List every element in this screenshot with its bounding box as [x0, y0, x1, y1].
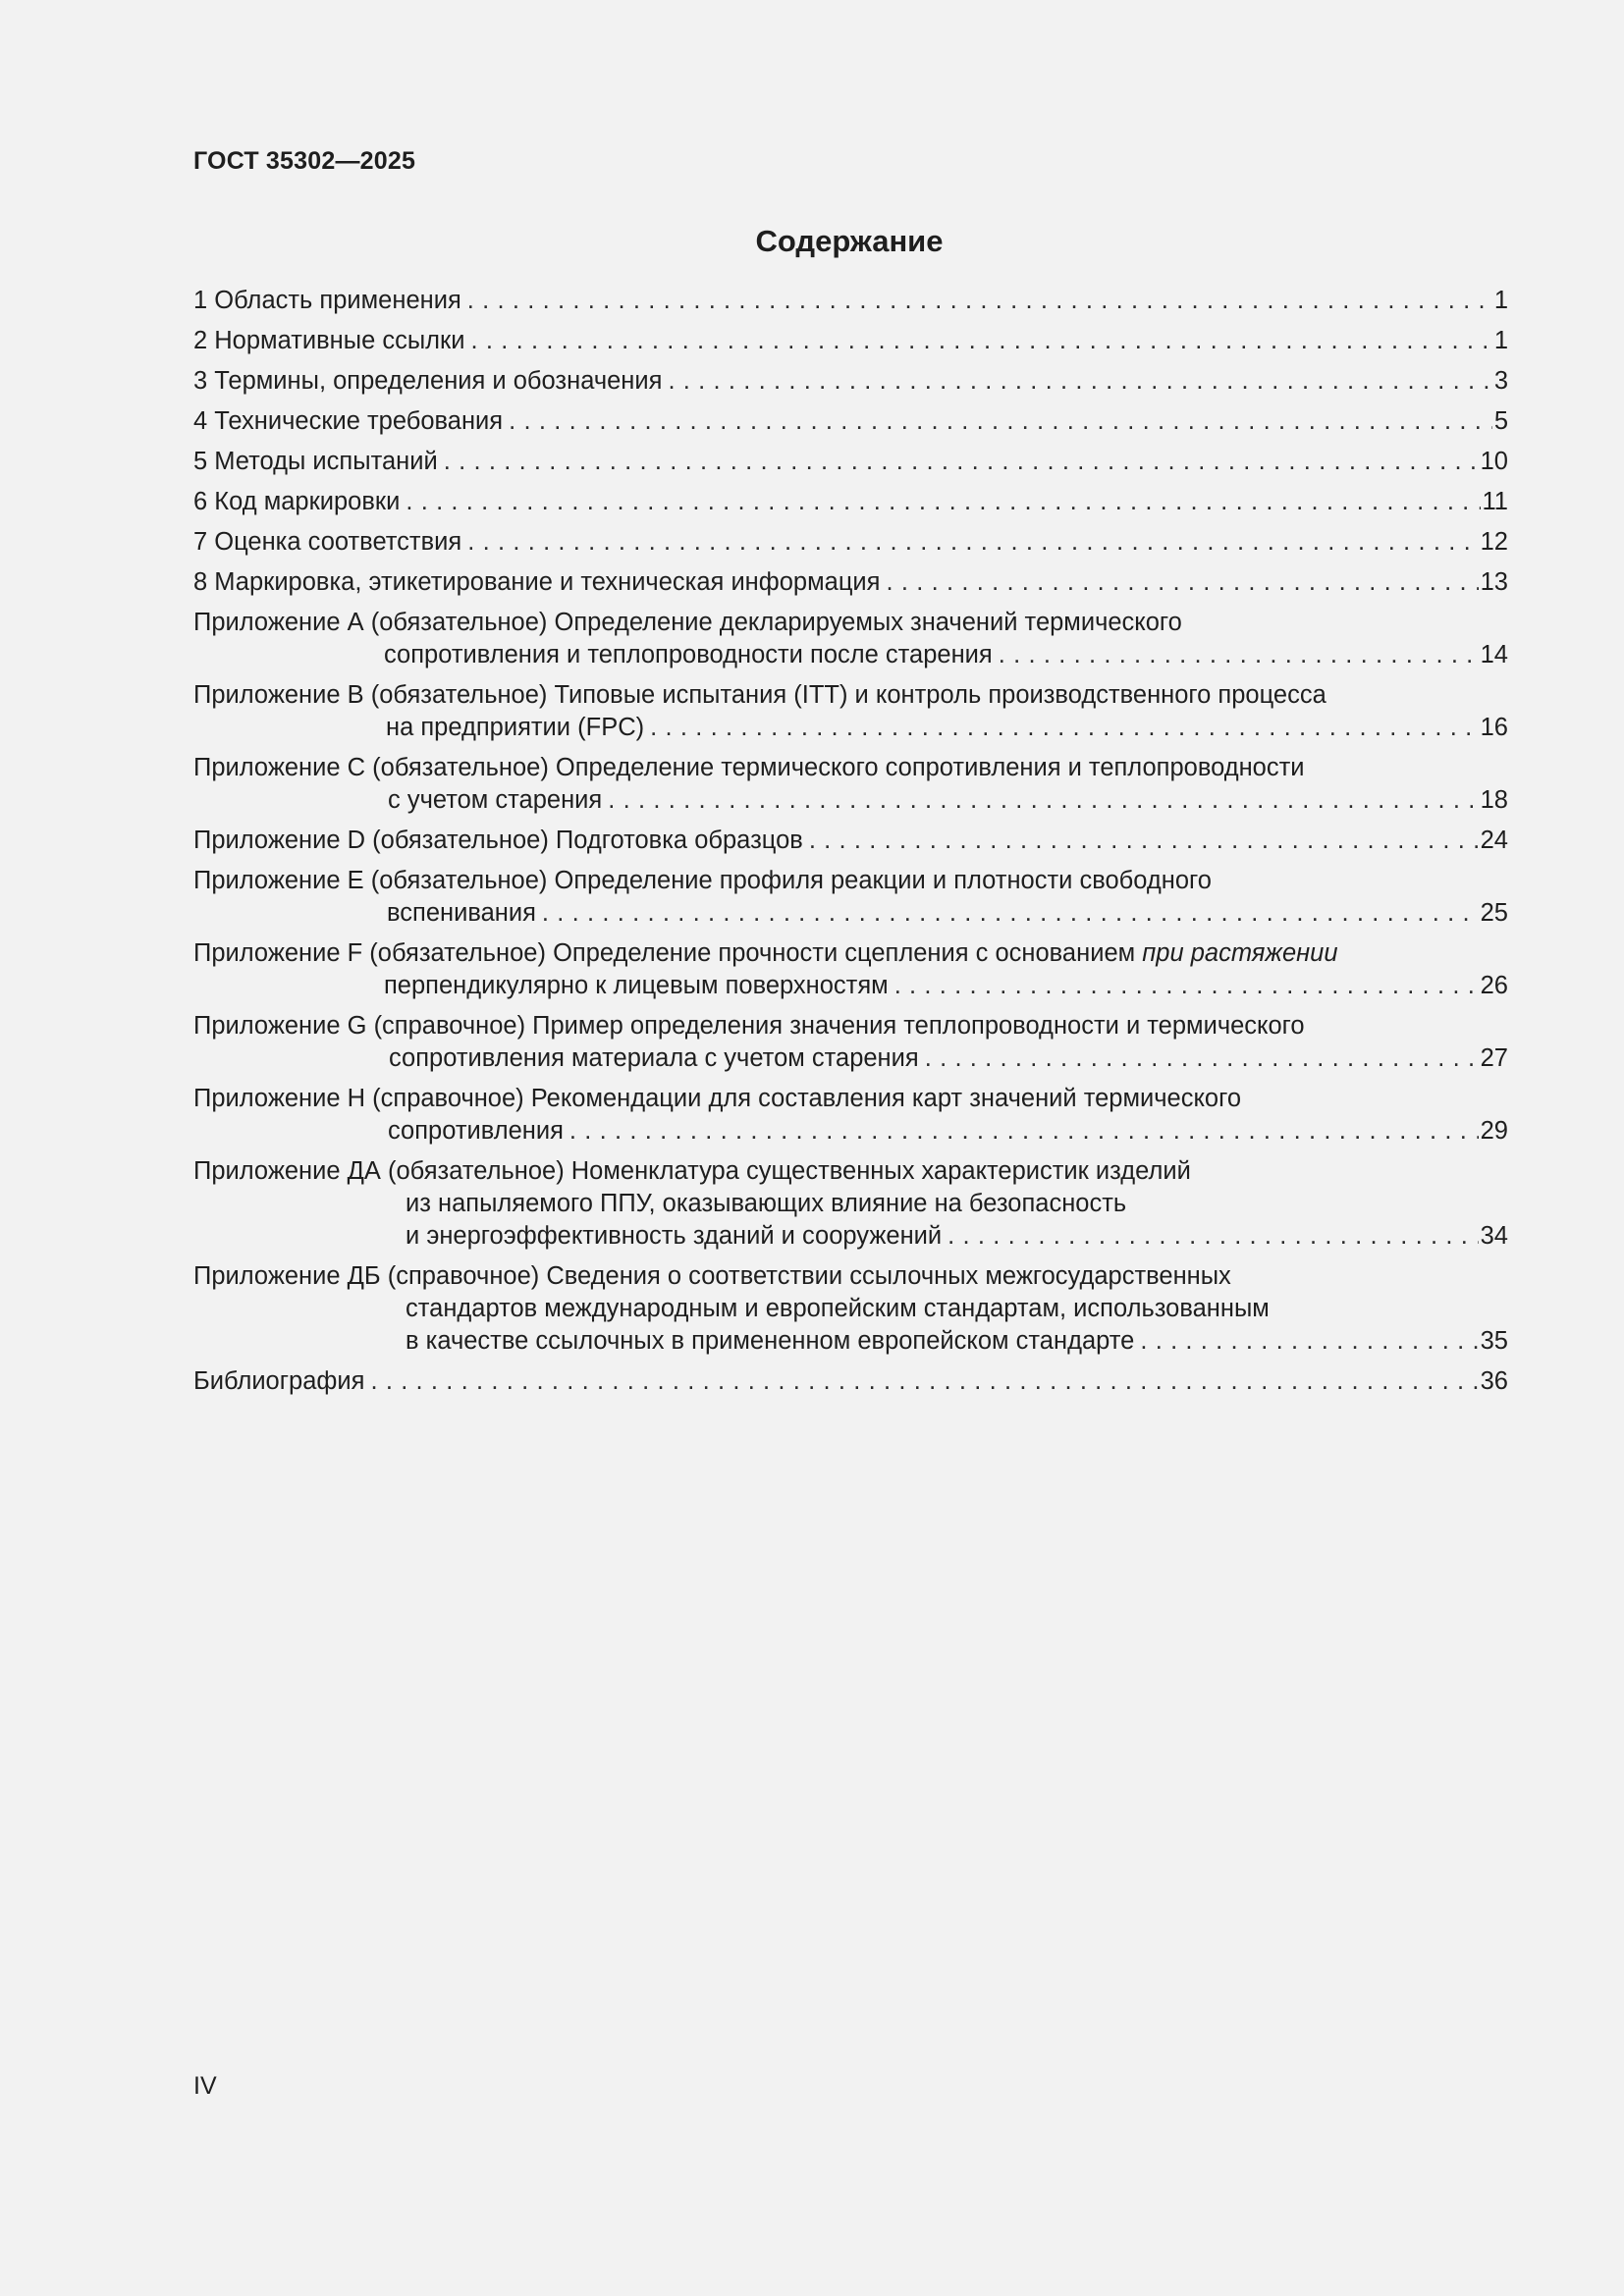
toc-entry-text-line [193, 937, 1508, 970]
toc-page-number: 18 [1480, 786, 1508, 814]
dot-leader [947, 1220, 1478, 1253]
dot-leader [542, 897, 1479, 930]
toc-entry-text-continued: вспенивания [387, 899, 536, 927]
toc-entry-1[interactable] [193, 285, 1508, 317]
toc-entry-text: 4 Технические требования [193, 407, 504, 435]
toc-entry-text: Приложение ДБ (справочное) Сведения о соответствии ссылочных межгосударственных [193, 1262, 1231, 1290]
toc-entry-6[interactable] [193, 486, 1508, 518]
dot-leader [650, 712, 1479, 744]
dot-leader [894, 970, 1479, 1002]
toc-entry-text-continued: на предприятии (FPC) [386, 714, 645, 741]
toc-entry-appendix-d[interactable] [193, 825, 1508, 857]
toc-entry-2[interactable] [193, 325, 1508, 357]
document-code: ГОСТ 35302—2025 [193, 147, 416, 175]
toc-entry-appendix-f[interactable] [193, 937, 1508, 1002]
toc-page-number: 13 [1480, 568, 1508, 596]
toc-entry-text: Приложение ДА (обязательное) Номенклатура существенных характеристик изделий [193, 1157, 1191, 1185]
table-of-contents [193, 285, 1508, 1406]
toc-page-number: 26 [1480, 972, 1508, 999]
dot-leader [467, 526, 1478, 559]
toc-entry-text: 3 Термины, определения и обозначения [193, 367, 663, 395]
toc-page-number: 36 [1480, 1367, 1508, 1395]
toc-entry-text: 7 Оценка соответствия [193, 528, 462, 556]
toc-entry-8[interactable] [193, 566, 1508, 599]
dot-leader [1140, 1325, 1478, 1358]
dot-leader [406, 486, 1480, 518]
toc-entry-7[interactable] [193, 526, 1508, 559]
toc-page-number: 1 [1493, 327, 1508, 354]
toc-entry-text: Приложение Н (справочное) Рекомендации для составления карт значений термического [193, 1085, 1242, 1112]
dot-leader [467, 285, 1492, 317]
toc-entry-appendix-b[interactable] [193, 679, 1508, 744]
toc-entry-text-continued: стандартов международным и европейским стандартам, использованным [406, 1295, 1270, 1322]
toc-page-number: 35 [1480, 1327, 1508, 1355]
toc-page-number: 16 [1480, 714, 1508, 741]
toc-page-number: 29 [1480, 1117, 1508, 1145]
toc-entry-appendix-da[interactable] [193, 1155, 1508, 1253]
toc-page-number: 12 [1480, 528, 1508, 556]
toc-entry-bibliography[interactable] [193, 1365, 1508, 1398]
toc-entry-appendix-g[interactable] [193, 1010, 1508, 1075]
toc-page-number: 27 [1480, 1044, 1508, 1072]
dot-leader [370, 1365, 1478, 1398]
toc-entry-text: Приложение G (справочное) Пример определения значения теплопроводности и термического [193, 1012, 1305, 1040]
toc-entry-3[interactable] [193, 365, 1508, 398]
toc-entry-text: Приложение С (обязательное) Определение термического сопротивления и теплопроводности [193, 754, 1305, 781]
toc-entry-text: 6 Код маркировки [193, 488, 401, 515]
toc-entry-italic-text: при растяжении [1142, 939, 1338, 967]
toc-page-number: 11 [1482, 488, 1508, 515]
dot-leader [925, 1042, 1479, 1075]
toc-page-number: 1 [1493, 287, 1508, 314]
toc-entry-text: Приложение F (обязательное) Определение прочности сцепления с основанием [193, 939, 1143, 967]
dot-leader [668, 365, 1491, 398]
toc-entry-text-continued: в качестве ссылочных в примененном европейском стандарте [406, 1327, 1135, 1355]
toc-entry-text: Приложение Е (обязательное) Определение профиля реакции и плотности свободного [193, 867, 1212, 894]
dot-leader [470, 325, 1491, 357]
dot-leader [809, 825, 1479, 857]
toc-entry-appendix-db[interactable] [193, 1260, 1508, 1358]
toc-entry-appendix-a[interactable] [193, 607, 1508, 671]
toc-entry-text: Приложение D (обязательное) Подготовка образцов [193, 827, 803, 854]
toc-title: Содержание [755, 224, 944, 258]
toc-entry-text: 5 Методы испытаний [193, 448, 438, 475]
toc-entry-text-continued: из напыляемого ППУ, оказывающих влияние на безопасность [406, 1190, 1127, 1217]
dot-leader [444, 446, 1479, 478]
toc-page-number: 34 [1480, 1222, 1508, 1250]
toc-entry-text-continued: сопротивления [388, 1117, 564, 1145]
toc-entry-text-continued: перпендикулярно к лицевым поверхностям [384, 972, 889, 999]
toc-page-number: 25 [1480, 899, 1508, 927]
toc-entry-text-continued: сопротивления материала с учетом старения [389, 1044, 919, 1072]
toc-page-number: 3 [1493, 367, 1508, 395]
toc-entry-text: Библиография [193, 1367, 365, 1395]
toc-entry-text: 1 Область применения [193, 287, 461, 314]
toc-entry-text: 2 Нормативные ссылки [193, 327, 465, 354]
toc-entry-text: Приложение А (обязательное) Определение декларируемых значений термического [193, 609, 1182, 636]
toc-entry-appendix-c[interactable] [193, 752, 1508, 817]
toc-entry-text-continued: сопротивления и теплопроводности после старения [384, 641, 993, 668]
toc-entry-4[interactable] [193, 405, 1508, 438]
toc-entry-text: 8 Маркировка, этикетирование и техническая информация [193, 568, 881, 596]
toc-page-number: 10 [1480, 448, 1508, 475]
dot-leader [509, 405, 1492, 438]
dot-leader [999, 639, 1479, 671]
dot-leader [886, 566, 1478, 599]
toc-page-number: 24 [1480, 827, 1508, 854]
toc-page-number: 14 [1480, 641, 1508, 668]
toc-entry-text-continued: и энергоэффективность зданий и сооружений [406, 1222, 943, 1250]
toc-page-number: 5 [1493, 407, 1508, 435]
toc-entry-appendix-h[interactable] [193, 1083, 1508, 1148]
toc-entry-text: Приложение В (обязательное) Типовые испытания (ITT) и контроль производственного процесса [193, 681, 1326, 709]
dot-leader [569, 1115, 1479, 1148]
page-number: IV [193, 2072, 217, 2100]
toc-entry-text-continued: с учетом старения [388, 786, 603, 814]
toc-entry-5[interactable] [193, 446, 1508, 478]
dot-leader [608, 784, 1478, 817]
toc-entry-appendix-e[interactable] [193, 865, 1508, 930]
